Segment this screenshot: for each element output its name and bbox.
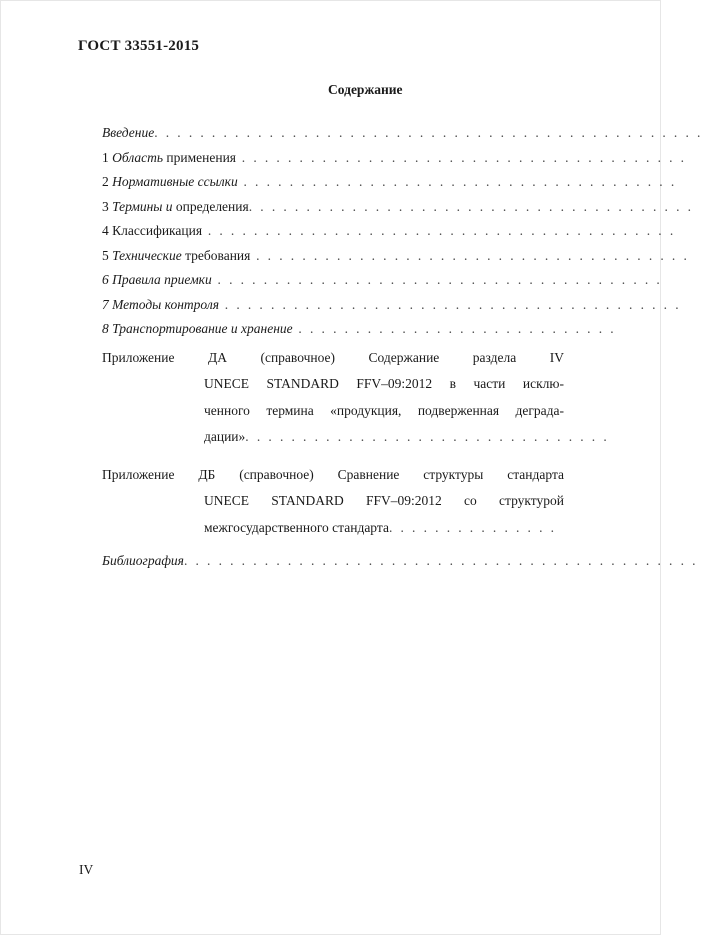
toc-item-label-plain: применения (163, 149, 236, 165)
appendix-da-line-4 (204, 424, 610, 451)
toc-leader-dots: . . . . . . . . . . . . . . . . . . . . . . . . . . . . (292, 321, 617, 336)
toc-item-label: Область (112, 149, 164, 165)
toc-item-label-plain: определения (172, 198, 249, 214)
toc-item-label: 8 Транспортирование и хранение (102, 321, 293, 336)
toc-item-label-plain: Классификация (112, 223, 203, 238)
toc-item-number: 1 (102, 149, 113, 165)
toc-item-transport-storage[interactable] (102, 319, 617, 344)
toc-item-appendix-db[interactable] (102, 462, 564, 542)
toc-item-number: 4 (102, 223, 113, 238)
toc-item-classification[interactable] (102, 221, 676, 246)
toc-item-scope[interactable] (102, 148, 687, 173)
toc-leader-dots: . . . . . . . . . . . . . . . (388, 519, 557, 535)
appendix-da-line-3: ченного термина «продукция, подверженная деграда- (204, 402, 564, 418)
toc-title: Содержание (328, 82, 403, 97)
toc-leader-dots: . . . . . . . . . . . . . . . . . . . . . . . . . . . . . . . . . . . . . . . . . . . . . (183, 553, 698, 568)
page-number: IV (79, 862, 94, 877)
toc-item-label: Нормативные ссылки (112, 174, 238, 189)
document-code: ГОСТ 33551-2015 (78, 38, 200, 54)
toc-leader-dots: . . . . . . . . . . . . . . . . . . . . . . . . . . . . . . . . . . . . . . . (211, 272, 663, 287)
toc-item-number: 3 (102, 198, 113, 214)
appendix-da-line-2: UNECE STANDARD FFV–09:2012 в части исклю- (204, 376, 564, 391)
toc-item-label-plain: требования (181, 247, 251, 263)
toc-item-label: Введение (102, 125, 155, 140)
appendix-db-line-3 (204, 515, 564, 542)
toc-item-requirements[interactable] (102, 246, 690, 271)
toc-leader-dots: . . . . . . . . . . . . . . . . . . . . . . . . . . . . . . . . . . . . . . . (236, 149, 687, 165)
toc-item-introduction[interactable] (102, 123, 703, 148)
toc-leader-dots: . . . . . . . . . . . . . . . . . . . . . . . . . . . . . . . . (245, 429, 610, 444)
toc-item-number: 5 (102, 247, 113, 263)
toc-item-label: 6 Правила приемки (102, 272, 212, 287)
toc-item-terms[interactable] (102, 197, 694, 222)
table-of-contents (102, 123, 703, 575)
toc-leader-dots: . . . . . . . . . . . . . . . . . . . . . . . . . . . . . . . . . . . . . . (250, 247, 690, 263)
toc-item-normative-references[interactable] (102, 172, 677, 197)
toc-item-bibliography[interactable] (102, 551, 698, 575)
toc-item-label: Технические (112, 247, 182, 263)
spacer (102, 451, 564, 461)
toc-leader-dots: . . . . . . . . . . . . . . . . . . . . . . . . . . . . . . . . . . . . . . (237, 174, 677, 189)
toc-item-appendix-da[interactable] (102, 345, 610, 451)
toc-leader-dots: . . . . . . . . . . . . . . . . . . . . . . . . . . . . . . . . . . . . . . . . . . . . . . . . (154, 125, 703, 140)
toc-leader-dots: . . . . . . . . . . . . . . . . . . . . . . . . . . . . . . . . . . . . . . . . (219, 296, 681, 312)
toc-item-number: 2 (102, 174, 113, 189)
appendix-db-line-3-text: межгосударственного стандарта (204, 519, 389, 535)
appendix-db-line-1: Приложение ДБ (справочное) Сравнение структуры стандарта (102, 466, 564, 482)
appendix-da-line-1: Приложение ДА (справочное) Содержание раздела IV (102, 349, 564, 365)
toc-item-acceptance-rules[interactable] (102, 270, 663, 295)
toc-item-label: Термины и (112, 198, 173, 214)
bibliography-label: Библиография (102, 553, 184, 568)
appendix-db-line-2: UNECE STANDARD FFV–09:2012 со структурой (204, 493, 564, 508)
toc-item-label: 7 Методы контроля (102, 296, 219, 312)
toc-leader-dots: . . . . . . . . . . . . . . . . . . . . . . . . . . . . . . . . . . . . . . . (248, 198, 694, 214)
appendix-da-line-4-text: дации» (204, 429, 246, 444)
toc-item-test-methods[interactable] (102, 295, 681, 320)
toc-leader-dots: . . . . . . . . . . . . . . . . . . . . . . . . . . . . . . . . . . . . . . . . . (202, 223, 676, 238)
